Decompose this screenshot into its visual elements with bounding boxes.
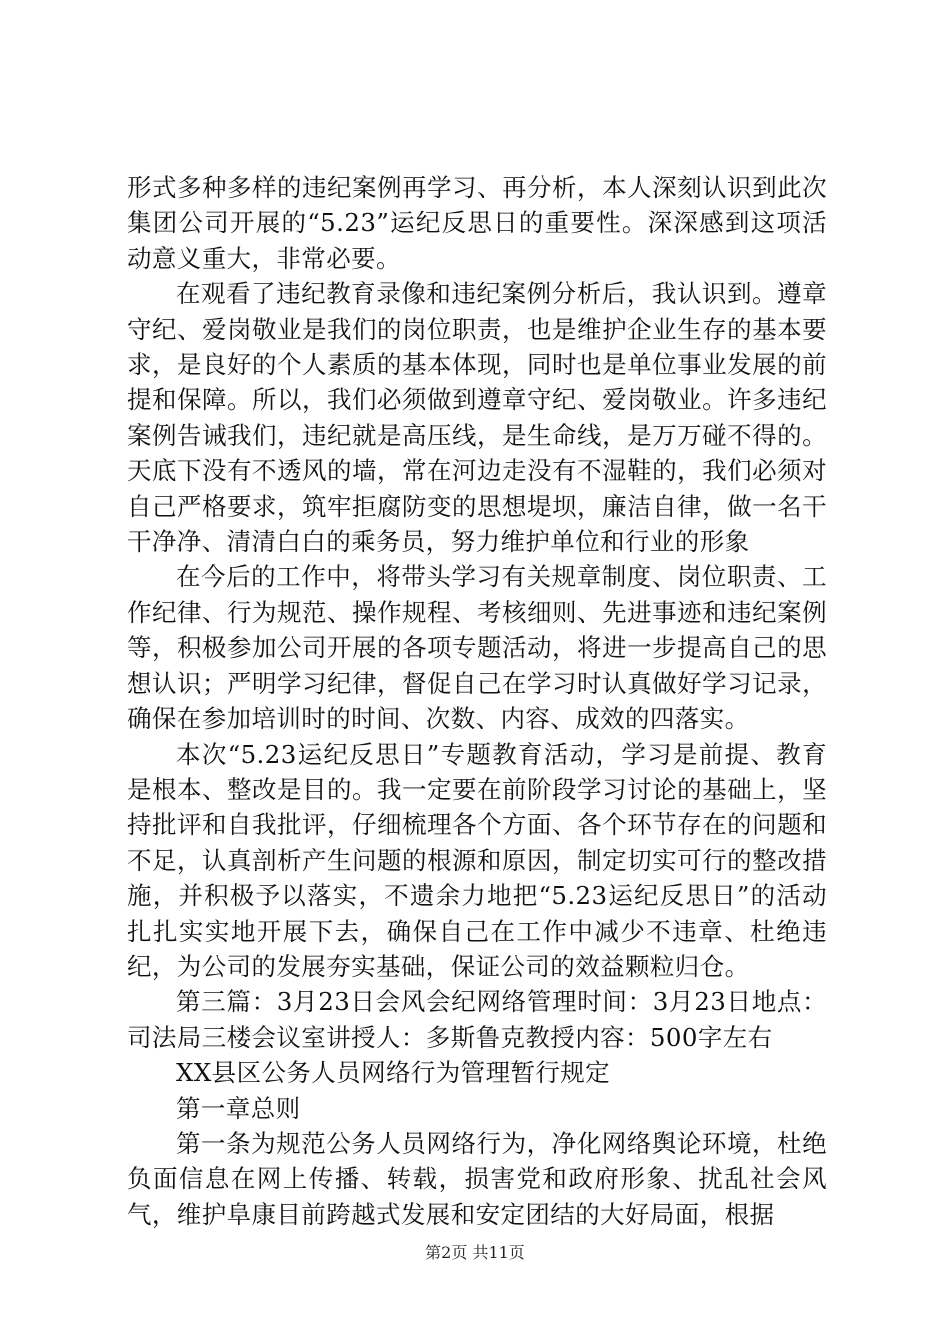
paragraph-reflection: 在观看了违纪教育录像和违纪案例分析后，我认识到。遵章守纪、爱岗敬业是我们的岗位职责，也是维护企业生存的基本要求，是良好的个人素质的基本体现，同时也是单位事业发展的前提和保障。所以，我们必须做到遵章守纪、爱岗敬业。许多违纪案例告诫我们，违纪就是高压线，是生命线，是万万碰不得的。天底下没有不透风的墙，常在河边走没有不湿鞋的，我们必须对自己严格要求，筑牢拒腐防变的思想堤坝，廉洁自律，做一名干干净净、清清白白的乘务员，努力维护单位和行业的形象 bbox=[127, 279, 827, 557]
paragraph-intro-continuation: 形式多种多样的违纪案例再学习、再分析，本人深刻认识到此次集团公司开展的“5.23”运纪反思日的重要性。深深感到这项活动意义重大，非常必要。 bbox=[127, 173, 827, 273]
paragraph-activity-summary: 本次“5.23运纪反思日”专题教育活动，学习是前提、教育是根本、整改是目的。我一定要在前阶段学习讨论的基础上，坚持批评和自我批评，仔细梳理各个方面、各个环节存在的问题和不足，认真剖析产生问题的根源和原因，制定切实可行的整改措施，并积极予以落实，不遗余力地把“5.23运纪反思日”的活动扎扎实实地开展下去，确保自己在工作中减少不违章、杜绝违纪，为公司的发展夯实基础，保证公司的效益颗粒归仓。 bbox=[127, 739, 827, 981]
paragraph-article-one: 第一条为规范公务人员网络行为，净化网络舆论环境，杜绝负面信息在网上传播、转载，损害党和政府形象、扰乱社会风气，维护阜康目前跨越式发展和安定团结的大好局面，根据 bbox=[127, 1128, 827, 1229]
page-number-footer: 第2页 共11页 bbox=[425, 1243, 525, 1262]
document-body bbox=[127, 170, 827, 1232]
paragraph-chapter-heading: 第一章总则 bbox=[176, 1093, 301, 1123]
paragraph-third-article-heading: 第三篇：3月23日会风会纪网络管理时间：3月23日地点：司法局三楼会议室讲授人：多斯鲁克教授内容：500字左右 bbox=[127, 987, 827, 1052]
paragraph-future-work: 在今后的工作中，将带头学习有关规章制度、岗位职责、工作纪律、行为规范、操作规程、考核细则、先进事迹和违纪案例等，积极参加公司开展的各项专题活动，将进一步提高自己的思想认识；严明学习纪律，督促自己在学习时认真做好学习记录，确保在参加培训时的时间、次数、内容、成效的四落实。 bbox=[127, 562, 827, 734]
paragraph-regulation-title: XX县区公务人员网络行为管理暂行规定 bbox=[176, 1058, 611, 1088]
